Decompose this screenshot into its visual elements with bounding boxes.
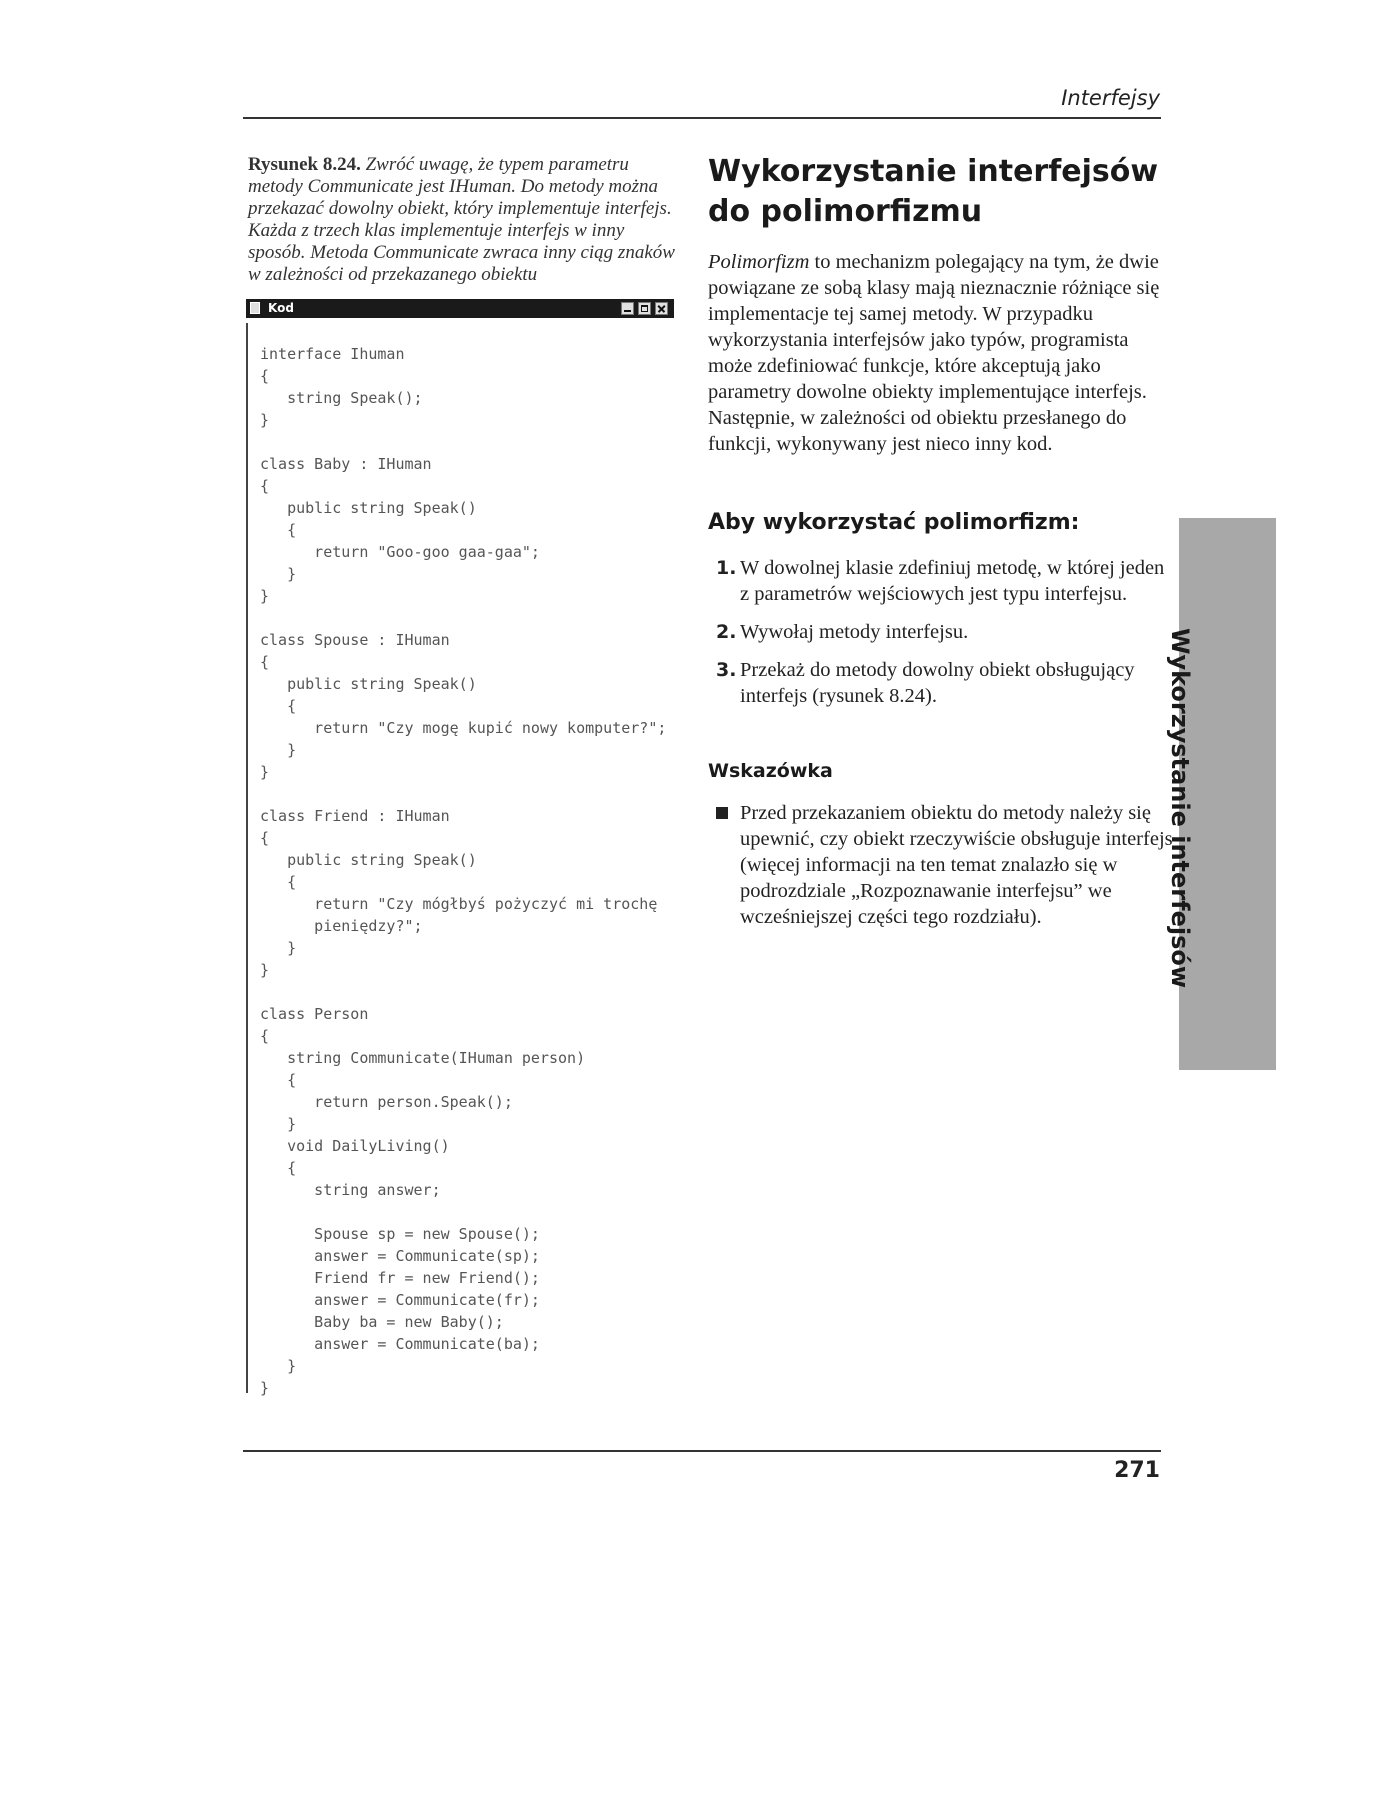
intro-text: to mechanizm polegający na tym, że dwie powiązane ze sobą klasy mają nieznacznie różniące się implementacje tej samej metody. W przypadku wykorzystania interfejsów jako typów, programista może zdefiniować funkcje, które akceptują jako parametry dowolne obiekty implementujące interfejs. Następnie, w zależności od obiektu przesłanego do funkcji, wykonywany jest nieco inny kod. <box>708 251 1160 455</box>
close-icon <box>655 302 668 315</box>
code-line: public string Speak() <box>260 499 477 517</box>
code-line: string Communicate(IHuman person) <box>260 1049 586 1067</box>
code-line: class Friend : IHuman <box>260 807 450 825</box>
code-line: class Baby : IHuman <box>260 455 432 473</box>
code-line: } <box>260 1379 270 1397</box>
code-line: string answer; <box>260 1181 441 1199</box>
code-line: { <box>260 1027 270 1045</box>
running-header: Interfejsy <box>1061 86 1160 110</box>
tip-text: Przed przekazaniem obiektu do metody należy się upewnić, czy obiekt rzeczywiście obsługuje interfejs (więcej informacji na ten temat znalazło się w podrozdziale „Rozpoznawanie interfejsu” we wcześniejszej części tego rozdziału). <box>740 802 1173 928</box>
code-line: } <box>260 411 270 429</box>
step-item <box>716 657 1176 709</box>
code-line: return "Czy mógłbyś pożyczyć mi trochę <box>260 895 658 913</box>
header-rule <box>243 117 1161 119</box>
code-line: } <box>260 1357 297 1375</box>
code-line: Spouse sp = new Spouse(); <box>260 1225 540 1243</box>
minimize-icon <box>621 302 634 315</box>
code-line: pieniędzy?"; <box>260 917 423 935</box>
code-window-titlebar <box>246 299 674 318</box>
code-line: public string Speak() <box>260 675 477 693</box>
code-line: { <box>260 697 297 715</box>
step-item <box>716 555 1176 607</box>
code-line: answer = Communicate(fr); <box>260 1291 540 1309</box>
code-line: public string Speak() <box>260 851 477 869</box>
code-line: return "Czy mogę kupić nowy komputer?"; <box>260 719 667 737</box>
tips-list <box>716 800 1176 930</box>
figure-caption-label: Rysunek 8.24. <box>248 154 361 175</box>
section-heading: Wykorzystanie interfejsów do polimorfizmu <box>708 154 1159 229</box>
page-number: 271 <box>1114 1458 1160 1483</box>
code-line: answer = Communicate(ba); <box>260 1335 540 1353</box>
tip-heading: Wskazówka <box>708 760 833 782</box>
code-listing <box>246 323 674 1397</box>
intro-paragraph <box>708 249 1168 457</box>
code-line: { <box>260 367 270 385</box>
code-line: { <box>260 1159 297 1177</box>
footer-rule <box>243 1450 1161 1452</box>
code-line: } <box>260 939 297 957</box>
step-text: Przekaż do metody dowolny obiekt obsługujący interfejs (rysunek 8.24). <box>740 659 1135 707</box>
code-line: return person.Speak(); <box>260 1093 513 1111</box>
intro-term: Polimorfizm <box>708 251 810 273</box>
code-line: } <box>260 741 297 759</box>
code-line: string Speak(); <box>260 389 423 407</box>
figure-caption-text: Zwróć uwagę, że typem parametru metody Communicate jest IHuman. Do metody można przekazać dowolny obiekt, który implementuje interfejs. Każda z trzech klas implementuje interfejs w inny sposób. Metoda Communicate zwraca inny ciąg znaków w zależności od przekazanego obiektu <box>248 154 675 285</box>
howto-heading: Aby wykorzystać polimorfizm: <box>708 510 1080 535</box>
code-line: Friend fr = new Friend(); <box>260 1269 540 1287</box>
code-line: } <box>260 763 270 781</box>
code-line: answer = Communicate(sp); <box>260 1247 540 1265</box>
code-line: { <box>260 873 297 891</box>
code-line: { <box>260 829 270 847</box>
code-line: { <box>260 477 270 495</box>
code-line: } <box>260 961 270 979</box>
code-line: { <box>260 653 270 671</box>
code-line: } <box>260 565 297 583</box>
code-line: { <box>260 1071 297 1089</box>
code-line <box>260 783 674 805</box>
code-line <box>260 607 674 629</box>
step-number: 3. <box>716 659 737 681</box>
figure-caption <box>248 154 678 286</box>
code-line: } <box>260 1115 297 1133</box>
step-item <box>716 619 1176 645</box>
code-line: } <box>260 587 270 605</box>
step-number: 2. <box>716 621 737 643</box>
step-number: 1. <box>716 557 737 579</box>
steps-list <box>716 555 1176 721</box>
document-icon <box>250 302 260 314</box>
code-window-title: Kod <box>268 301 294 315</box>
side-tab-label: Wykorzystanie interfejsów <box>1166 627 1194 989</box>
code-line <box>260 1201 674 1223</box>
code-line: Baby ba = new Baby(); <box>260 1313 504 1331</box>
code-line: return "Goo-goo gaa-gaa"; <box>260 543 540 561</box>
square-bullet-icon <box>716 807 728 819</box>
code-line: { <box>260 521 297 539</box>
code-line <box>260 981 674 1003</box>
code-line: void DailyLiving() <box>260 1137 450 1155</box>
code-window <box>246 299 674 1397</box>
code-line <box>260 431 674 453</box>
step-text: W dowolnej klasie zdefiniuj metodę, w której jeden z parametrów wejściowych jest typu interfejsu. <box>740 557 1165 605</box>
tip-item <box>716 800 1176 930</box>
code-line: class Person <box>260 1005 369 1023</box>
step-text: Wywołaj metody interfejsu. <box>740 621 969 643</box>
maximize-icon <box>638 302 651 315</box>
code-line: interface Ihuman <box>260 345 405 363</box>
code-line: class Spouse : IHuman <box>260 631 450 649</box>
